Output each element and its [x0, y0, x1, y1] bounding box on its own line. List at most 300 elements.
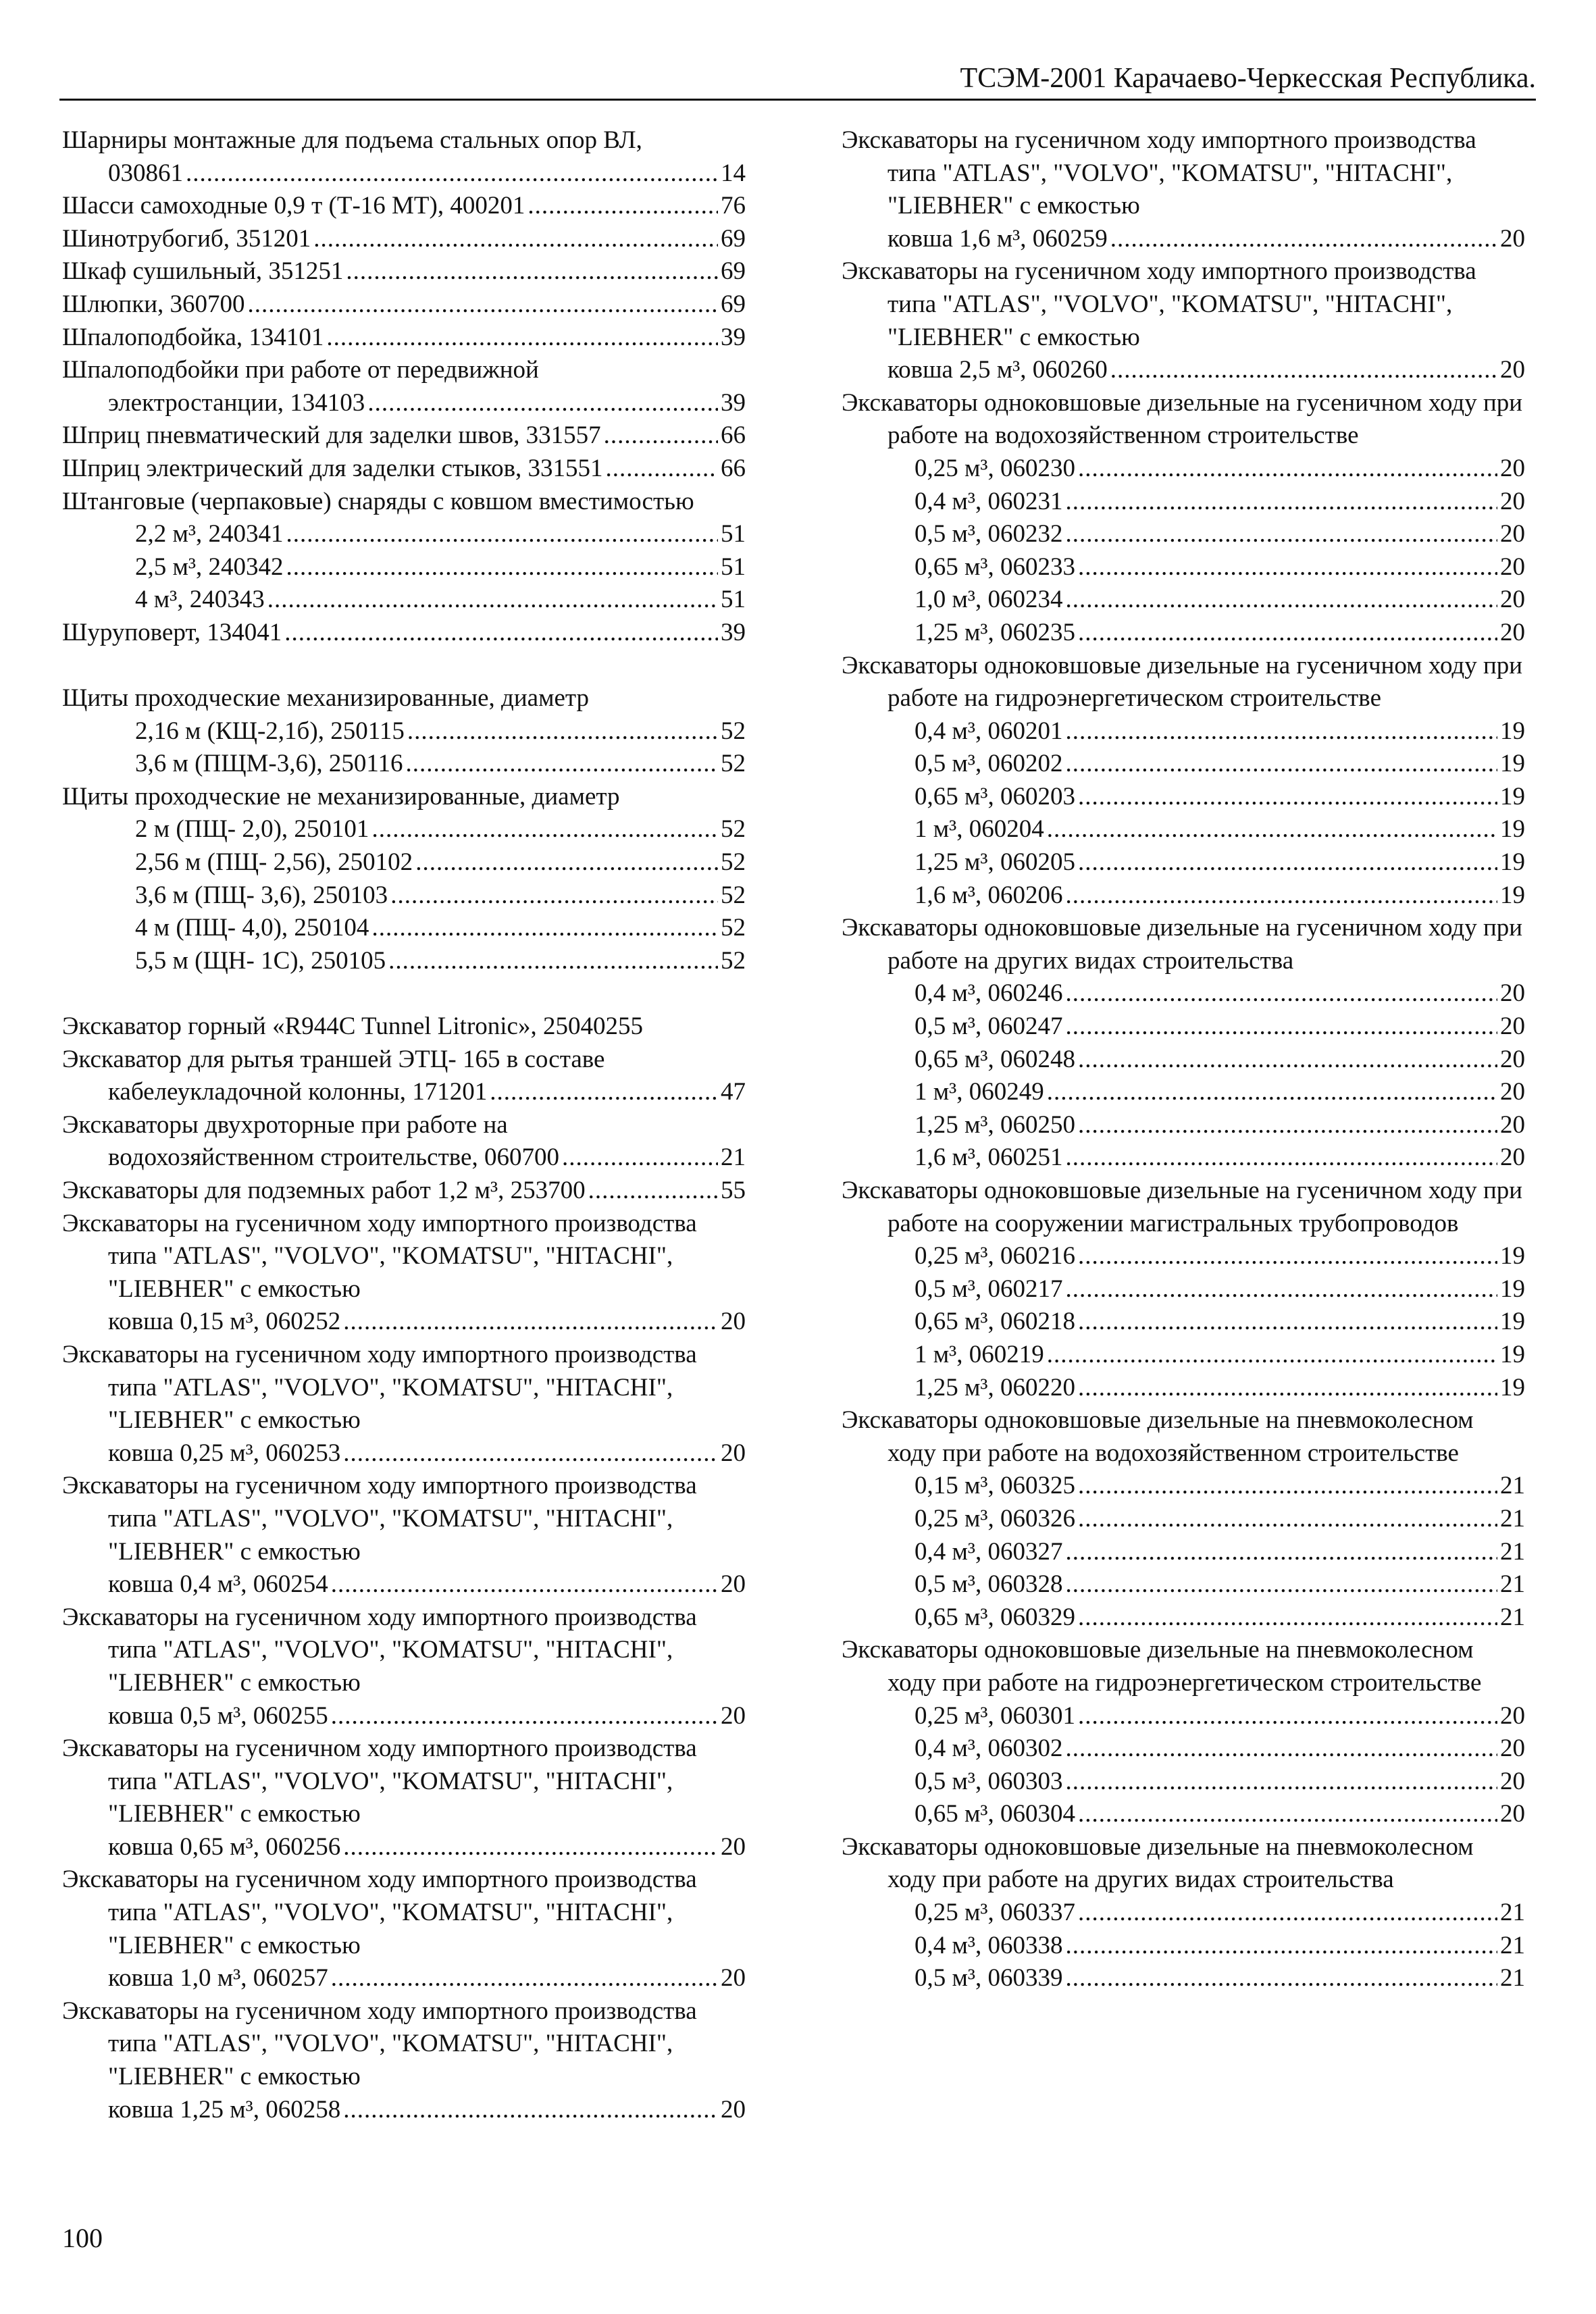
- entry-text: Экскаватор горный «R944C Tunnel Litronic», 25040255: [62, 1012, 643, 1041]
- entry-text: 0,4 м³, 060201: [915, 717, 1063, 745]
- index-line: [62, 551, 746, 584]
- index-line: [62, 1010, 746, 1044]
- page-ref: 20: [1500, 1701, 1525, 1730]
- index-entry: [62, 1601, 746, 1732]
- entry-text: 0,4 м³, 060327: [915, 1537, 1063, 1566]
- entry-heading: Экскаваторы на гусеничном ходу импортного производства типа "ATLAS", "VOLVO", "KOMATSU", "HITACHI", "LIEBHER" с емкостью: [62, 1997, 697, 2091]
- entry-heading: Экскаваторы на гусеничном ходу импортного производства типа "ATLAS", "VOLVO", "KOMATSU", "HITACHI", "LIEBHER" с емкостью: [62, 1340, 697, 1435]
- index-line: [62, 1076, 746, 1109]
- dot-leader: [186, 157, 718, 190]
- page-number: 100: [62, 2223, 103, 2253]
- index-line: [62, 2094, 746, 2127]
- entry-text: ковша 2,5 м³, 060260: [887, 356, 1108, 384]
- entry-text: 0,5 м³, 060202: [915, 750, 1063, 778]
- dot-leader: [1078, 1503, 1497, 1536]
- entry-text: ковша 0,5 м³, 060255: [108, 1701, 328, 1730]
- dot-leader: [1078, 1601, 1497, 1635]
- index-line: [62, 322, 746, 355]
- dot-leader: [371, 813, 718, 846]
- page-ref: 20: [1500, 1012, 1525, 1041]
- entry-text: Шприц электрический для заделки стыков, 331551: [62, 454, 603, 482]
- entry-text: 1,6 м³, 060251: [915, 1143, 1063, 1172]
- entry-heading: Экскаваторы на гусеничном ходу импортного производства типа "ATLAS", "VOLVO", "KOMATSU", "HITACHI", "LIEBHER" с емкостью: [62, 1209, 697, 1303]
- index-line: [62, 912, 746, 945]
- page-ref: 20: [1500, 618, 1525, 646]
- dot-leader: [1066, 1930, 1497, 1963]
- dot-leader: [1078, 1470, 1497, 1503]
- dot-leader: [313, 223, 718, 256]
- index-entry: [62, 288, 746, 322]
- dot-leader: [1066, 1536, 1497, 1569]
- index-line: [842, 617, 1525, 650]
- index-entry: [842, 1831, 1525, 1995]
- page-ref: 52: [721, 848, 746, 877]
- index-entry: [842, 255, 1525, 386]
- page-ref: 39: [721, 618, 746, 646]
- entry-heading: Экскаваторы одноковшовые дизельные на гусеничном ходу при работе на сооружении магистральных трубопроводов: [842, 1177, 1523, 1237]
- index-entry: [842, 1404, 1525, 1634]
- entry-heading: Экскаваторы на гусеничном ходу импортного производства типа "ATLAS", "VOLVO", "KOMATSU", "HITACHI", "LIEBHER" с емкостью: [842, 126, 1476, 220]
- entry-heading: Экскаваторы одноковшовые дизельные на пневмоколесном ходу при работе на гидроэнергетическом строительстве: [842, 1636, 1482, 1697]
- entry-text: ковша 0,4 м³, 060254: [108, 1570, 328, 1599]
- dot-leader: [1110, 223, 1497, 256]
- index-line: [842, 1470, 1525, 1503]
- dot-leader: [388, 945, 718, 978]
- index-line: [842, 1076, 1525, 1109]
- dot-leader: [331, 1962, 718, 1995]
- dot-leader: [1066, 518, 1497, 551]
- entry-text: 4 м (ПЩ- 4,0), 250104: [135, 914, 369, 942]
- dot-leader: [1066, 486, 1497, 519]
- index-entry: [62, 354, 746, 419]
- dot-leader: [588, 1175, 718, 1208]
- index-entry: [842, 650, 1525, 912]
- index-line: [842, 1141, 1525, 1175]
- dot-leader: [415, 846, 718, 879]
- index-entry: [62, 1732, 746, 1863]
- index-line: [62, 419, 746, 453]
- index-line: [842, 1601, 1525, 1635]
- page-ref: 47: [721, 1078, 746, 1106]
- entry-heading: Экскаваторы на гусеничном ходу импортного производства типа "ATLAS", "VOLVO", "KOMATSU", "HITACHI", "LIEBHER" с емкостью: [62, 1472, 697, 1566]
- index-entry: [62, 682, 746, 781]
- index-line: [842, 1372, 1525, 1405]
- index-entry: [842, 1175, 1525, 1404]
- dot-leader: [1078, 617, 1497, 650]
- index-line: [62, 748, 746, 781]
- dot-leader: [1078, 1306, 1497, 1339]
- index-entry: [62, 1863, 746, 1995]
- dot-leader: [343, 1831, 718, 1864]
- index-line: [842, 1962, 1525, 1995]
- index-line: [842, 1240, 1525, 1273]
- index-line: [842, 518, 1525, 551]
- index-entry: [62, 1339, 746, 1470]
- page-ref: 19: [1500, 750, 1525, 778]
- index-line: [842, 1798, 1525, 1831]
- entry-text: 0,65 м³, 060233: [915, 552, 1076, 581]
- dot-leader: [326, 322, 718, 355]
- page-ref: 21: [1500, 1504, 1525, 1533]
- entry-text: 1,25 м³, 060205: [915, 848, 1076, 877]
- entry-text: 0,5 м³, 060339: [915, 1964, 1063, 1992]
- entry-text: 0,65 м³, 060329: [915, 1603, 1076, 1631]
- index-entry: [842, 387, 1525, 650]
- entry-text: 0,65 м³, 060304: [915, 1800, 1076, 1828]
- dot-leader: [1066, 1732, 1497, 1766]
- entry-text: 0,5 м³, 060247: [915, 1012, 1063, 1041]
- dot-leader: [286, 518, 718, 551]
- dot-leader: [490, 1076, 718, 1109]
- dot-leader: [1047, 1076, 1497, 1109]
- page-ref: 19: [1500, 782, 1525, 811]
- dot-leader: [1066, 879, 1497, 912]
- index-line: [842, 1732, 1525, 1766]
- entry-heading: Экскаваторы на гусеничном ходу импортного производства типа "ATLAS", "VOLVO", "KOMATSU", "HITACHI", "LIEBHER" с емкостью: [62, 1866, 697, 1959]
- page-ref: 21: [1500, 1931, 1525, 1959]
- index-line: [62, 1141, 746, 1175]
- dot-leader: [1066, 1766, 1497, 1799]
- entry-text: 1,0 м³, 060234: [915, 586, 1063, 614]
- index-entry: [62, 1109, 746, 1175]
- entry-text: Шуруповерт, 134041: [62, 618, 282, 646]
- entry-text: 2,2 м³, 240341: [135, 520, 284, 548]
- entry-text: 0,4 м³, 060246: [915, 979, 1063, 1008]
- dot-leader: [1078, 846, 1497, 879]
- dot-leader: [1078, 781, 1497, 814]
- index-line: [62, 813, 746, 846]
- dot-leader: [248, 288, 718, 322]
- dot-leader: [1078, 1798, 1497, 1831]
- index-line: [842, 879, 1525, 912]
- dot-leader: [1078, 1700, 1497, 1733]
- dot-leader: [1066, 1962, 1497, 1995]
- dot-leader: [343, 1437, 718, 1470]
- index-line: [62, 223, 746, 256]
- page-ref: 69: [721, 257, 746, 286]
- spacer: [62, 650, 746, 683]
- page-ref: 19: [1500, 1275, 1525, 1303]
- entry-text: 2 м (ПЩ- 2,0), 250101: [135, 815, 369, 844]
- index-line: [842, 1766, 1525, 1799]
- dot-leader: [606, 453, 718, 486]
- index-entry: [62, 190, 746, 223]
- index-line: [842, 1273, 1525, 1306]
- entry-text: ковша 1,6 м³, 060259: [887, 224, 1108, 253]
- page-ref: 20: [721, 2095, 746, 2124]
- header-rule: [59, 99, 1536, 101]
- page-ref: 20: [1500, 454, 1525, 482]
- page-ref: 20: [1500, 1767, 1525, 1795]
- dot-leader: [1078, 1372, 1497, 1405]
- index-line: [842, 781, 1525, 814]
- entry-text: Шлюпки, 360700: [62, 290, 245, 318]
- dot-leader: [390, 879, 718, 912]
- dot-leader: [1047, 1339, 1497, 1372]
- index-line: [62, 1175, 746, 1208]
- index-entry: [62, 1175, 746, 1208]
- index-line: [842, 584, 1525, 617]
- index-line: [62, 1962, 746, 1995]
- entry-text: ковша 0,65 м³, 060256: [108, 1832, 341, 1861]
- entry-text: 0,5 м³, 060217: [915, 1275, 1063, 1303]
- page-ref: 19: [1500, 815, 1525, 844]
- entry-text: 0,5 м³, 060328: [915, 1570, 1063, 1599]
- page-ref: 69: [721, 224, 746, 253]
- dot-leader: [1066, 715, 1497, 748]
- page-ref: 20: [1500, 1110, 1525, 1139]
- index-line: [842, 354, 1525, 387]
- index-entry: [62, 419, 746, 453]
- entry-text: 0,25 м³, 060230: [915, 454, 1076, 482]
- page-ref: 20: [721, 1701, 746, 1730]
- entry-text: 5,5 м (ЩН- 1С), 250105: [135, 946, 386, 975]
- dot-leader: [1066, 584, 1497, 617]
- page-ref: 20: [1500, 586, 1525, 614]
- dot-leader: [1066, 977, 1497, 1010]
- entry-text: 3,6 м (ПЩ- 3,6), 250103: [135, 881, 388, 909]
- page-ref: 20: [1500, 1800, 1525, 1828]
- dot-leader: [1078, 1240, 1497, 1273]
- dot-leader: [267, 584, 718, 617]
- page-ref: 52: [721, 750, 746, 778]
- entry-text: Шприц пневматический для заделки швов, 331557: [62, 421, 601, 450]
- entry-heading: Экскаваторы на гусеничном ходу импортного производства типа "ATLAS", "VOLVO", "KOMATSU", "HITACHI", "LIEBHER" с емкостью: [842, 257, 1476, 351]
- index-line: [62, 1568, 746, 1601]
- page-ref: 55: [721, 1177, 746, 1204]
- entry-text: ковша 1,25 м³, 060258: [108, 2095, 341, 2124]
- page-ref: 19: [1500, 1308, 1525, 1336]
- page-ref: 19: [1500, 1340, 1525, 1368]
- entry-text: Экскаваторы для подземных работ 1,2 м³, 253700: [62, 1177, 586, 1204]
- index-line: [842, 1568, 1525, 1601]
- entry-text: 0,4 м³, 060231: [915, 487, 1063, 515]
- page-ref: 52: [721, 914, 746, 942]
- entry-text: 2,5 м³, 240342: [135, 552, 284, 581]
- dot-leader: [1078, 1044, 1497, 1077]
- page-ref: 52: [721, 717, 746, 745]
- index-line: [842, 1897, 1525, 1930]
- index-line: [842, 977, 1525, 1010]
- entry-text: 0,25 м³, 060216: [915, 1242, 1076, 1270]
- page-ref: 66: [721, 421, 746, 450]
- entry-heading: Штанговые (черпаковые) снаряды с ковшом вместимостью: [62, 487, 694, 515]
- index-line: [62, 715, 746, 748]
- dot-leader: [367, 387, 718, 420]
- dot-leader: [604, 419, 718, 453]
- index-line: [62, 846, 746, 879]
- dot-leader: [284, 617, 718, 650]
- page-ref: 20: [1500, 979, 1525, 1008]
- index-line: [842, 1010, 1525, 1044]
- index-entry: [842, 124, 1525, 255]
- dot-leader: [1066, 748, 1497, 781]
- index-line: [842, 223, 1525, 256]
- entry-text: 2,16 м (КЩ-2,1б), 250115: [135, 717, 405, 745]
- page-ref: 19: [1500, 848, 1525, 877]
- index-line: [62, 1700, 746, 1733]
- entry-text: 0,65 м³, 060248: [915, 1045, 1076, 1073]
- entry-text: 4 м³, 240343: [135, 586, 265, 614]
- dot-leader: [1066, 1273, 1497, 1306]
- index-entry: [842, 912, 1525, 1175]
- index-line: [62, 1437, 746, 1470]
- page-ref: 21: [1500, 1537, 1525, 1566]
- entry-text: 030861: [108, 159, 183, 187]
- dot-leader: [343, 2094, 718, 2127]
- page-ref: 20: [721, 1964, 746, 1992]
- dot-leader: [346, 255, 718, 288]
- page-ref: 20: [721, 1308, 746, 1336]
- entry-text: Шпалоподбойка, 134101: [62, 323, 324, 351]
- index-entry: [842, 1634, 1525, 1831]
- entry-text: 1,25 м³, 060220: [915, 1373, 1076, 1402]
- entry-text: 1,25 м³, 060235: [915, 618, 1076, 646]
- index-line: [842, 551, 1525, 584]
- page-ref: 51: [721, 552, 746, 581]
- index-line: [842, 813, 1525, 846]
- entry-text: 1 м³, 060204: [915, 815, 1044, 844]
- index-line: [62, 1306, 746, 1339]
- entry-heading: Экскаваторы одноковшовые дизельные на гусеничном ходу при работе на водохозяйственном строительстве: [842, 388, 1523, 450]
- page-ref: 20: [1500, 487, 1525, 515]
- entry-text: Шкаф сушильный, 351251: [62, 257, 344, 286]
- index-line: [62, 518, 746, 551]
- dot-leader: [1066, 1568, 1497, 1601]
- page-ref: 20: [1500, 356, 1525, 384]
- page-ref: 39: [721, 388, 746, 417]
- index-column-left: [62, 124, 746, 2126]
- index-line: [842, 1503, 1525, 1536]
- index-entry: [62, 322, 746, 355]
- index-line: [62, 288, 746, 322]
- page-ref: 20: [1500, 552, 1525, 581]
- entry-text: ковша 1,0 м³, 060257: [108, 1964, 328, 1992]
- index-entry: [62, 486, 746, 617]
- page-ref: 20: [1500, 1734, 1525, 1763]
- dot-leader: [1078, 453, 1497, 486]
- index-entry: [62, 617, 746, 650]
- page-ref: 76: [721, 192, 746, 220]
- entry-heading: Щиты проходческие не механизированные, диаметр: [62, 782, 620, 811]
- index-line: [842, 1109, 1525, 1142]
- page-ref: 21: [721, 1143, 746, 1172]
- entry-heading: Экскаваторы одноковшовые дизельные на гусеничном ходу при работе на гидроэнергетическом строительстве: [842, 651, 1523, 713]
- index-line: [62, 190, 746, 223]
- dot-leader: [286, 551, 718, 584]
- page-ref: 20: [1500, 520, 1525, 548]
- entry-heading: Экскаваторы на гусеничном ходу импортного производства типа "ATLAS", "VOLVO", "KOMATSU", "HITACHI", "LIEBHER" с емкостью: [62, 1734, 697, 1828]
- page-ref: 20: [1500, 1143, 1525, 1172]
- entry-text: 0,4 м³, 060338: [915, 1931, 1063, 1959]
- page-ref: 19: [1500, 717, 1525, 745]
- entry-text: 0,25 м³, 060301: [915, 1701, 1076, 1730]
- entry-text: 0,25 м³, 060326: [915, 1504, 1076, 1533]
- dot-leader: [1066, 1010, 1497, 1044]
- entry-text: 0,65 м³, 060218: [915, 1308, 1076, 1336]
- entry-text: водохозяйственном строительстве, 060700: [108, 1143, 559, 1172]
- entry-text: кабелеукладочной колонны, 171201: [108, 1078, 488, 1106]
- entry-text: 1 м³, 060219: [915, 1340, 1044, 1368]
- page-ref: 19: [1500, 1373, 1525, 1402]
- page-ref: 20: [721, 1570, 746, 1599]
- entry-text: 0,5 м³, 060232: [915, 520, 1063, 548]
- entry-text: 3,6 м (ПЩМ-3,6), 250116: [135, 750, 403, 778]
- index-line: [62, 1831, 746, 1864]
- index-line: [842, 1700, 1525, 1733]
- index-entry: [62, 1010, 746, 1044]
- page-ref: 20: [1500, 224, 1525, 253]
- entry-heading: Экскаваторы на гусеничном ходу импортного производства типа "ATLAS", "VOLVO", "KOMATSU", "HITACHI", "LIEBHER" с емкостью: [62, 1603, 697, 1697]
- dot-leader: [331, 1568, 718, 1601]
- entry-text: 0,25 м³, 060337: [915, 1899, 1076, 1927]
- entry-text: 0,5 м³, 060303: [915, 1767, 1063, 1795]
- entry-text: ковша 0,25 м³, 060253: [108, 1439, 341, 1467]
- entry-heading: Шарниры монтажные для подъема стальных опор ВЛ,: [62, 126, 642, 154]
- page-ref: 51: [721, 586, 746, 614]
- page-ref: 20: [1500, 1045, 1525, 1073]
- index-line: [62, 157, 746, 190]
- page-ref: 21: [1500, 1899, 1525, 1927]
- page-ref: 20: [721, 1439, 746, 1467]
- index-entry: [62, 1044, 746, 1109]
- page-ref: 19: [1500, 881, 1525, 909]
- dot-leader: [405, 748, 718, 781]
- entry-text: 2,56 м (ПЩ- 2,56), 250102: [135, 848, 413, 877]
- index-column-right: [842, 124, 1525, 1995]
- dot-leader: [1078, 1897, 1497, 1930]
- index-line: [842, 1339, 1525, 1372]
- dot-leader: [1110, 354, 1497, 387]
- index-line: [842, 846, 1525, 879]
- index-line: [62, 945, 746, 978]
- index-entry: [62, 1208, 746, 1339]
- index-line: [62, 617, 746, 650]
- entry-text: 0,4 м³, 060302: [915, 1734, 1063, 1763]
- entry-text: Шасси самоходные 0,9 т (Т-16 МТ), 400201: [62, 192, 525, 220]
- dot-leader: [562, 1141, 718, 1175]
- index-entry: [62, 453, 746, 486]
- page-ref: 21: [1500, 1472, 1525, 1500]
- index-entry: [62, 1470, 746, 1601]
- spacer: [62, 977, 746, 1010]
- page-ref: 51: [721, 520, 746, 548]
- entry-heading: Экскаватор для рытья траншей ЭТЦ- 165 в составе: [62, 1045, 605, 1073]
- page-ref: 14: [721, 159, 746, 187]
- index-line: [842, 1306, 1525, 1339]
- index-line: [62, 255, 746, 288]
- index-line: [842, 748, 1525, 781]
- page-ref: 21: [1500, 1570, 1525, 1599]
- entry-text: 1,25 м³, 060250: [915, 1110, 1076, 1139]
- dot-leader: [343, 1306, 718, 1339]
- dot-leader: [1047, 813, 1497, 846]
- entry-text: ковша 0,15 м³, 060252: [108, 1308, 341, 1336]
- index-entry: [62, 1995, 746, 2126]
- entry-text: 0,65 м³, 060203: [915, 782, 1076, 811]
- page-ref: 21: [1500, 1964, 1525, 1992]
- index-line: [842, 486, 1525, 519]
- entry-text: Шинотрубогиб, 351201: [62, 224, 311, 253]
- entry-heading: Экскаваторы двухроторные при работе на: [62, 1110, 508, 1139]
- index-entry: [62, 124, 746, 190]
- page-ref: 52: [721, 881, 746, 909]
- page-ref: 20: [1500, 1078, 1525, 1106]
- index-line: [842, 1044, 1525, 1077]
- page-ref: 21: [1500, 1603, 1525, 1631]
- page-ref: 39: [721, 323, 746, 351]
- page-ref: 19: [1500, 1242, 1525, 1270]
